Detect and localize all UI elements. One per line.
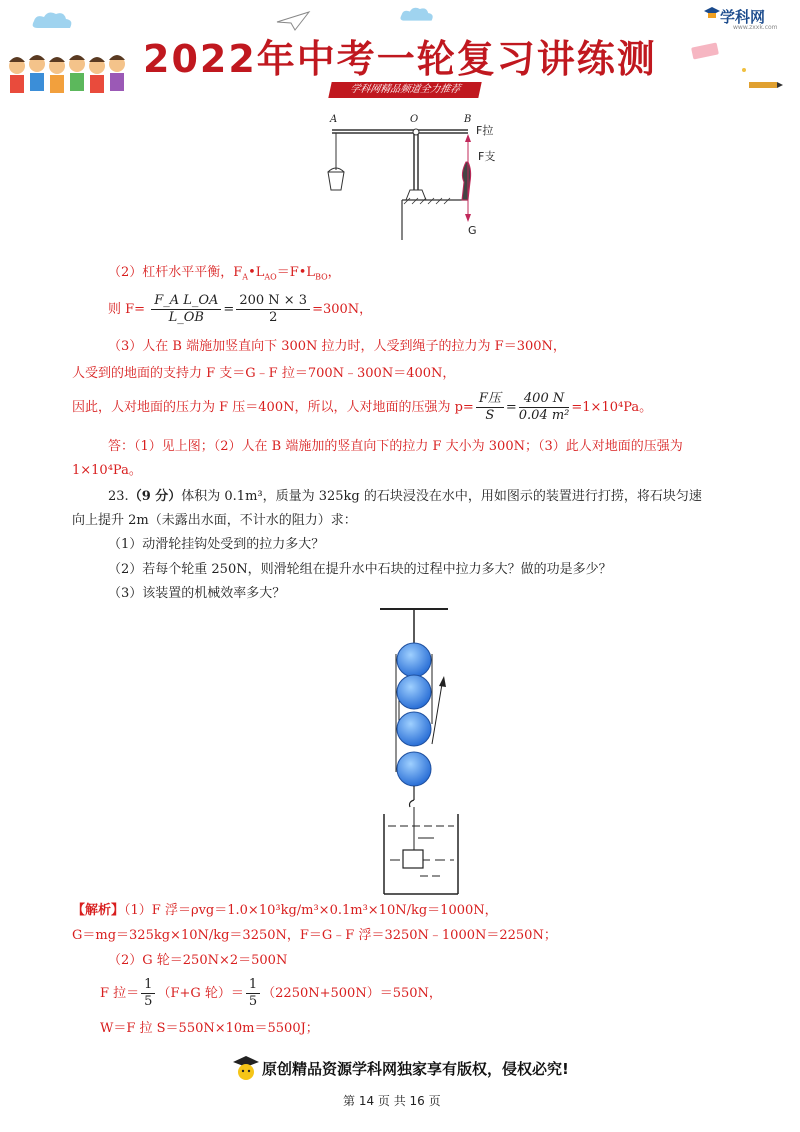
cloud-icon (30, 8, 75, 32)
graduation-cap-logo-icon (704, 5, 720, 21)
mascot-icon (232, 1054, 260, 1082)
eraser-icon (690, 42, 720, 60)
label-A: A (330, 114, 338, 125)
cloud-icon (398, 4, 436, 24)
logo-text: 学科网 (720, 8, 766, 26)
question23-q2: （2）若每个轮重 250N，则滑轮组在提升水中石块的过程中拉力多大？做的功是多少？ (108, 562, 612, 577)
label-O: O (410, 114, 419, 125)
label-F-la: F拉 (476, 124, 494, 137)
solution23-line5: W＝F 拉 S＝550N×10m＝5500J； (100, 1021, 319, 1036)
copyright-note: 原创精品资源学科网独家享有版权，侵权必究! (262, 1060, 569, 1078)
solution22-part3-line1: （3）人在 B 端施加竖直向下 300N 拉力时，人受到绳子的拉力为 F＝300N， (108, 339, 566, 354)
solution23-line1: 【解析】（1）F 浮＝ρvg＝1.0×10³kg/m³×0.1m³×10N/kg＝1000N， (72, 903, 498, 918)
label-B: B (464, 114, 472, 125)
lever-figure (320, 112, 520, 242)
solution23-line2: G＝mg＝325kg×10N/kg＝3250N，F＝G﹣F 浮＝3250N﹣1000N＝2250N； (72, 928, 557, 943)
logo-url: www.zxxk.com (733, 24, 778, 31)
solution22-part3-line3: 因此，人对地面的压力为 F 压＝400N，所以，人对地面的压强为 p= $\frac{\text{F压}}{S}$ = $\frac{400 N}{\text{0.04 m²}}$ =1×10⁴Pa。 (72, 391, 653, 423)
pulley-figure (370, 604, 480, 896)
solution22-answer-line1: 答：（1）见上图；（2）人在 B 端施加的竖直向下的拉力 F 大小为 300N；（3）此人对地面的压强为 (108, 439, 683, 454)
label-F-zhi: F支 (478, 150, 496, 163)
kids-illustration (5, 52, 135, 107)
solution22-answer-line2: 1×10⁴Pa。 (72, 463, 142, 478)
solution22-part2-formula: 则 F= $\frac{\text{F\_A L\_OA}}{L\_OB}$ = $\frac{200 N \times 3}{2}$ =300N， (108, 293, 373, 325)
label-G: G (468, 224, 477, 237)
pencil-icon (745, 78, 785, 92)
header-banner (0, 0, 800, 110)
page-number: 第 14 页 共 16 页 (343, 1094, 441, 1108)
question23-q3: （3）该装置的机械效率多大？ (108, 586, 286, 601)
question23-stem-line1: 23.（9 分）体积为 0.1m³，质量为 325kg 的石块浸没在水中，用如图示的装置进行打捞，将石块匀速 (108, 489, 702, 504)
fraction-one-fifth: $\frac{1}{5}$ (141, 977, 155, 1010)
fraction-pressure: $\frac{\text{F压}}{S}$ (476, 391, 504, 424)
fraction-pressure-values: $\frac{400 N}{\text{0.04 m²}}$ (518, 391, 570, 423)
star-icon (740, 66, 748, 74)
question23-stem-line2: 向上提升 2m（未露出水面，不计水的阻力）求： (72, 513, 357, 528)
solution23-line3: （2）G 轮＝250N×2＝500N (108, 953, 288, 968)
fraction-force-arm: $\frac{\text{F\_A L\_OA}}{L\_OB}$ (151, 293, 221, 326)
fraction-values: $\frac{200 N \times 3}{2}$ (236, 293, 310, 326)
solution22-part2-line1: （2）杠杆水平平衡，$F_A•L_{AO}=F•L_{BO}$， (108, 265, 341, 282)
pulley-diagram (370, 604, 480, 896)
question23-q1: （1）动滑轮挂钩处受到的拉力多大？ (108, 537, 325, 552)
solution22-part3-line2: 人受到的地面的支持力 F 支＝G﹣F 拉＝700N﹣300N＝400N， (72, 366, 456, 381)
solution23-line4: F 拉＝ $\frac{1}{5}$ （F+G 轮）＝ $\frac{1}{5}$ （2250N+500N）＝550N， (100, 977, 442, 1009)
header-title: 2022年中考一轮复习讲练测 (143, 37, 657, 81)
header-subtitle: 学科网精品频道全力推荐 (328, 82, 481, 98)
fraction-one-fifth: $\frac{1}{5}$ (246, 977, 260, 1010)
